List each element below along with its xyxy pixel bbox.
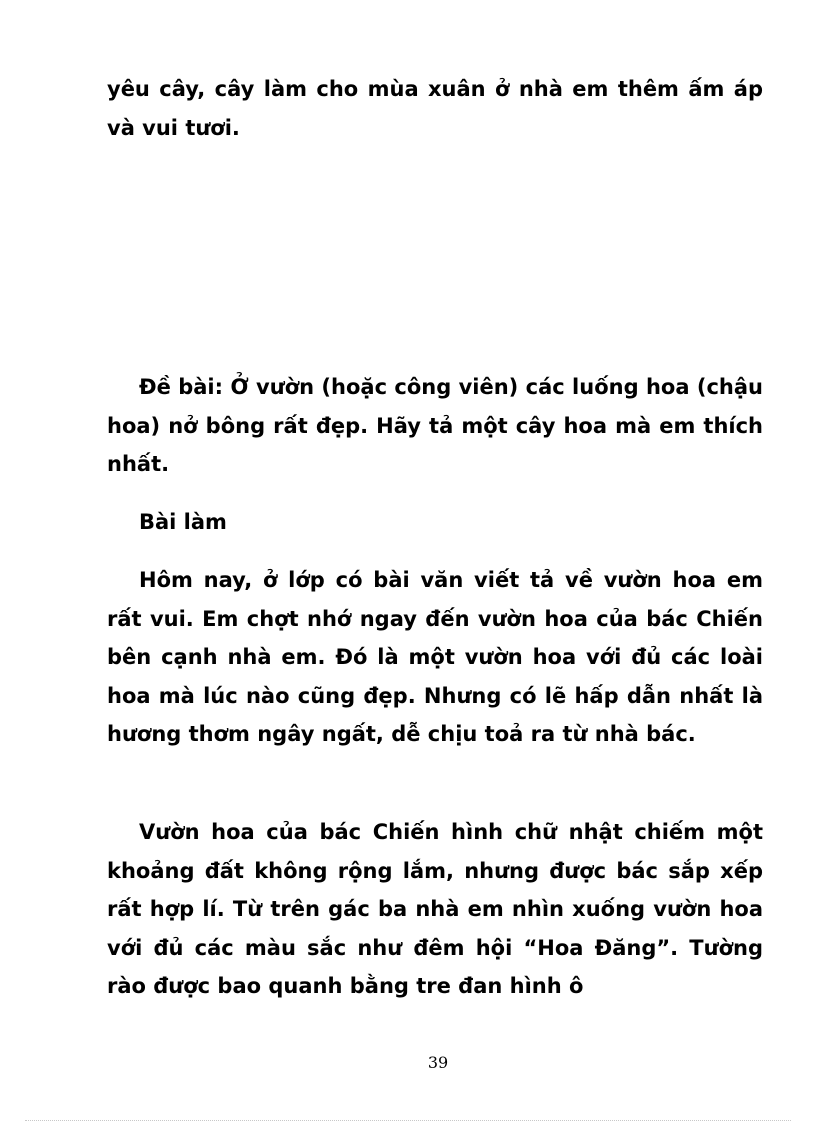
paragraph-topic: Đề bài: Ở vườn (hoặc công viên) các luống hoa (chậu hoa) nở bông rất đẹp. Hãy tả một cây hoa mà em thích nhất.	[107, 375, 763, 476]
paragraph-body-1: Hôm nay, ở lớp có bài văn viết tả về vườn hoa em rất vui. Em chợt nhớ ngay đến vườn hoa của bác Chiến bên cạnh nhà em. Đó là một vườn hoa với đủ các loài hoa mà lúc nào cũng đẹp. Nhưng có lẽ hấp dẫn nhất là hương thơm ngây ngất, dễ chịu toả ra từ nhà bác.	[107, 568, 763, 746]
paragraph-body-2: Vườn hoa của bác Chiến hình chữ nhật chiếm một khoảng đất không rộng lắm, nhưng được bác sắp xếp rất hợp lí. Từ trên gác ba nhà em nhìn xuống vườn hoa với đủ các màu sắc như đêm hội “Hoa Đăng”. Tường rào được bao quanh bằng tre đan hình ô	[107, 820, 763, 998]
paragraph-intro-end: yêu cây, cây làm cho mùa xuân ở nhà em thêm ấm áp và vui tươi.	[107, 77, 763, 140]
page-number: 39	[427, 1053, 449, 1072]
page-bottom-divider	[25, 1120, 791, 1121]
section-heading: Bài làm	[139, 510, 227, 534]
